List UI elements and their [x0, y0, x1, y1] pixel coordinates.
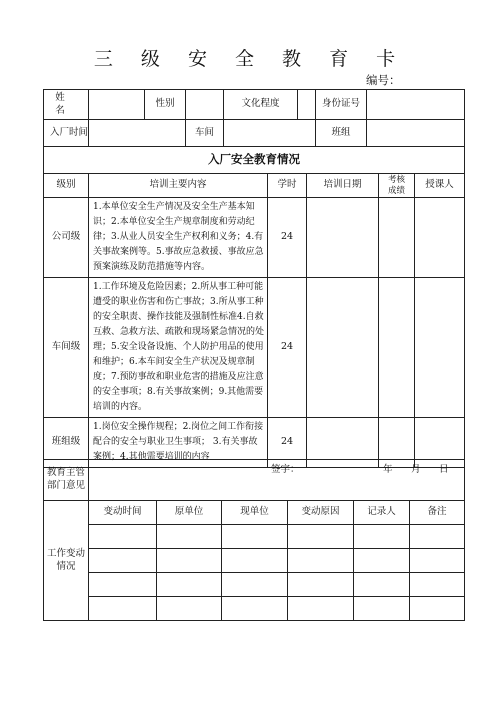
change-cell[interactable] [410, 525, 465, 549]
id-label: 身份证号 [316, 90, 367, 120]
content-workshop: 1.工作环境及危险因素；2.所从事工种可能遭受的职业伤害和伤亡事故；3.所从事工种的安全职责、操作技能及强制性标准4.自救互救、急救方法、疏散和现场紧急情况的处理；5.安全设备设施、个人防护用品的使用和维护；6.本车间安全生产状况及规章制度；7.预防事故和职业危害的措施及应注意的安全事项；8.有关事故案例；9.其他需要培训的内容。 [89, 278, 268, 418]
change-cell[interactable] [222, 573, 288, 597]
name-label: 姓 名 [44, 90, 89, 120]
change-table [43, 500, 465, 621]
info-row-1 [44, 90, 465, 120]
score-company[interactable] [379, 198, 415, 278]
change-cell[interactable] [157, 549, 222, 573]
name-value[interactable] [89, 90, 145, 120]
card-table [43, 89, 465, 174]
level-company: 公司级 [44, 198, 89, 278]
change-cell[interactable] [410, 549, 465, 573]
education-value[interactable] [298, 90, 316, 120]
section-title-row [44, 147, 465, 174]
change-row [44, 573, 465, 597]
level-team: 班组级 [44, 418, 89, 468]
header-score: 考核 成绩 [379, 174, 415, 198]
workshop-value[interactable] [224, 120, 316, 147]
section-title: 入厂安全教育情况 [44, 147, 465, 174]
training-row-workshop [44, 278, 465, 418]
date-company[interactable] [307, 198, 379, 278]
opinion-signature-area[interactable] [89, 460, 465, 501]
change-header-reason: 变动原因 [288, 501, 354, 525]
teacher-company[interactable] [415, 198, 465, 278]
change-cell[interactable] [410, 597, 465, 621]
header-hours: 学时 [268, 174, 307, 198]
change-row [44, 549, 465, 573]
opinion-label: 教育主管 部门意见 [44, 460, 89, 501]
id-value[interactable] [367, 90, 465, 120]
training-row-company [44, 198, 465, 278]
change-cell[interactable] [410, 573, 465, 597]
change-cell[interactable] [89, 525, 157, 549]
team-label: 班组 [316, 120, 367, 147]
header-content: 培训主要内容 [89, 174, 268, 198]
header-teacher: 授课人 [415, 174, 465, 198]
score-workshop[interactable] [379, 278, 415, 418]
change-cell[interactable] [157, 597, 222, 621]
change-cell[interactable] [288, 597, 354, 621]
opinion-row [44, 460, 465, 501]
training-table [43, 173, 465, 468]
number-label: 编号： [366, 73, 401, 87]
change-cell[interactable] [222, 525, 288, 549]
entry-time-label: 入厂时间 [44, 120, 89, 147]
month-label: 月 [411, 464, 421, 476]
team-value[interactable] [367, 120, 465, 147]
hours-team: 24 [268, 418, 307, 468]
gender-label: 性别 [145, 90, 186, 120]
change-cell[interactable] [288, 549, 354, 573]
content-team: 1.岗位安全操作规程；2.岗位之间工作衔接配合的安全与职业卫生事项； 3.有关事故案例；4.其他需要培训的内容 [89, 418, 268, 468]
hours-workshop: 24 [268, 278, 307, 418]
change-header-row [44, 501, 465, 525]
signature-label: 签字： [271, 464, 300, 476]
change-cell[interactable] [354, 549, 410, 573]
opinion-table [43, 459, 465, 501]
workshop-label: 车间 [186, 120, 224, 147]
header-level: 级别 [44, 174, 89, 198]
gender-value[interactable] [186, 90, 224, 120]
change-cell[interactable] [288, 573, 354, 597]
change-cell[interactable] [222, 597, 288, 621]
change-cell[interactable] [157, 573, 222, 597]
change-cell[interactable] [89, 573, 157, 597]
training-header-row [44, 174, 465, 198]
change-header-remark: 备注 [410, 501, 465, 525]
entry-time-value[interactable] [89, 120, 186, 147]
header-date: 培训日期 [307, 174, 379, 198]
change-cell[interactable] [354, 597, 410, 621]
change-cell[interactable] [354, 573, 410, 597]
change-cell[interactable] [354, 525, 410, 549]
change-cell[interactable] [222, 549, 288, 573]
change-cell[interactable] [157, 525, 222, 549]
change-header-current: 现单位 [222, 501, 288, 525]
content-company: 1.本单位安全生产情况及安全生产基本知识；2.本单位安全生产规章制度和劳动纪律；3.从业人员安全生产权利和义务；4.有关事故案例等。5.事故应急救援、事故应急预案演练及防范措施等内容。 [89, 198, 268, 278]
level-workshop: 车间级 [44, 278, 89, 418]
change-header-time: 变动时间 [89, 501, 157, 525]
change-header-original: 原单位 [157, 501, 222, 525]
change-cell[interactable] [288, 525, 354, 549]
teacher-workshop[interactable] [415, 278, 465, 418]
change-row [44, 597, 465, 621]
change-cell[interactable] [89, 597, 157, 621]
change-label: 工作变动 情况 [44, 501, 89, 621]
card-title: 三 级 安 全 教 育 卡 [93, 48, 407, 70]
year-label: 年 [383, 464, 393, 476]
date-workshop[interactable] [307, 278, 379, 418]
education-label: 文化程度 [224, 90, 298, 120]
change-row [44, 525, 465, 549]
change-cell[interactable] [89, 549, 157, 573]
change-header-recorder: 记录人 [354, 501, 410, 525]
info-row-2 [44, 120, 465, 147]
hours-company: 24 [268, 198, 307, 278]
day-label: 日 [439, 464, 449, 476]
